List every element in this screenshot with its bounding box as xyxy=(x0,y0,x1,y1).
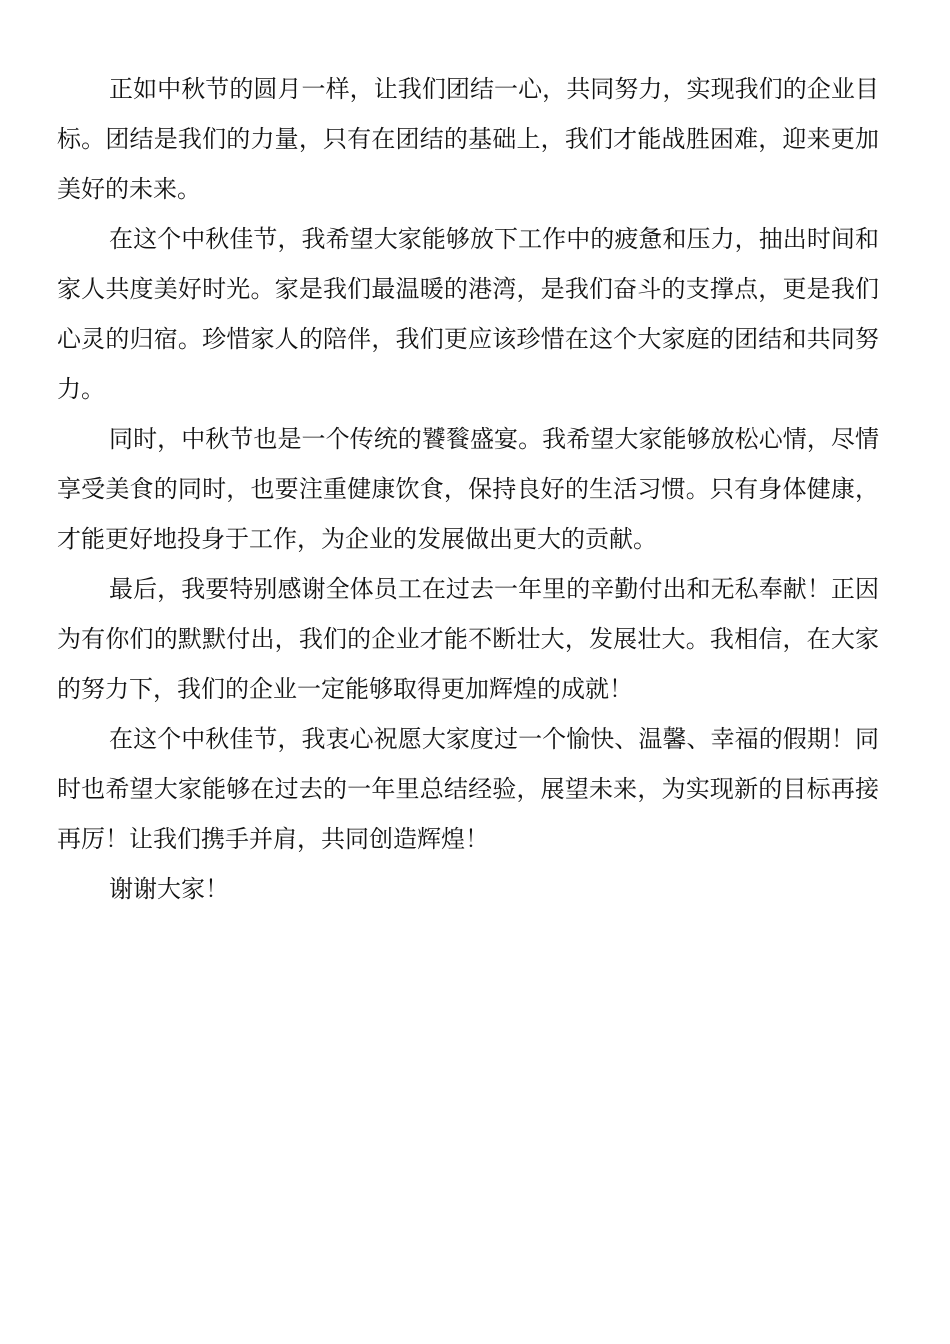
paragraph-thanks-staff: 最后，我要特别感谢全体员工在过去一年里的辛勤付出和无私奉献！正因为有你们的默默付出，我们的企业才能不断壮大，发展壮大。我相信，在大家的努力下，我们的企业一定能够取得更加辉煌的成就！ xyxy=(57,575,879,703)
paragraph-family: 在这个中秋佳节，我希望大家能够放下工作中的疲惫和压力，抽出时间和家人共度美好时光。家是我们最温暖的港湾，是我们奋斗的支撑点，更是我们心灵的归宿。珍惜家人的陪伴，我们更应该珍惜在这个大家庭的团结和共同努力。 xyxy=(57,225,879,403)
document-body xyxy=(57,64,879,914)
paragraph-holiday-wishes: 在这个中秋佳节，我衷心祝愿大家度过一个愉快、温馨、幸福的假期！同时也希望大家能够在过去的一年里总结经验，展望未来，为实现新的目标再接再厉！让我们携手并肩，共同创造辉煌！ xyxy=(57,725,879,853)
paragraph-feast-health: 同时，中秋节也是一个传统的饕餮盛宴。我希望大家能够放松心情，尽情享受美食的同时，也要注重健康饮食，保持良好的生活习惯。只有身体健康，才能更好地投身于工作，为企业的发展做出更大的贡献。 xyxy=(57,425,879,553)
paragraph-closing: 谢谢大家！ xyxy=(109,875,229,903)
paragraph-unity: 正如中秋节的圆月一样，让我们团结一心，共同努力，实现我们的企业目标。团结是我们的力量，只有在团结的基础上，我们才能战胜困难，迎来更加美好的未来。 xyxy=(57,75,879,203)
